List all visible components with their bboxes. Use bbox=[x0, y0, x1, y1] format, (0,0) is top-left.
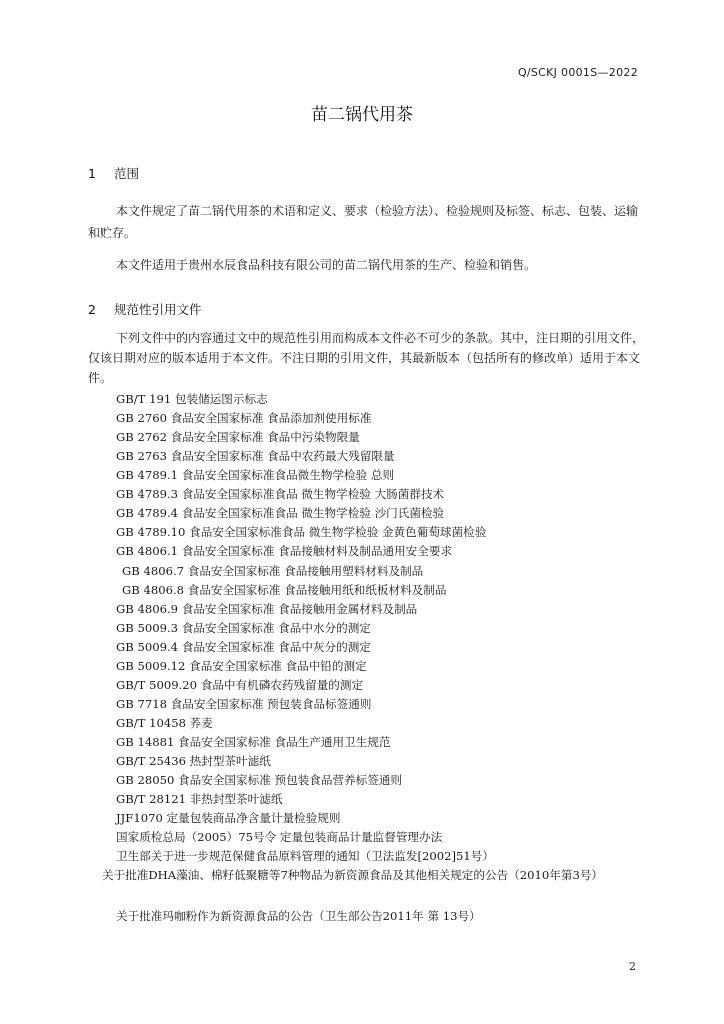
reference-item: GB/T 10458 荞麦 bbox=[116, 716, 213, 730]
reference-item: GB/T 28121 非热封型茶叶滤纸 bbox=[116, 792, 283, 806]
reference-item: 关于批准玛咖粉作为新资源食品的公告（卫生部公告2011年 第 13号） bbox=[116, 909, 481, 923]
section-number: 2 bbox=[88, 302, 96, 317]
section-title: 规范性引用文件 bbox=[114, 302, 202, 317]
reference-item: GB 4806.9 食品安全国家标准 食品接触用金属材料及制品 bbox=[116, 602, 418, 616]
reference-item: GB 2763 食品安全国家标准 食品中农药最大残留限量 bbox=[116, 449, 395, 463]
section-heading-normative-references bbox=[88, 300, 202, 318]
section-number: 1 bbox=[88, 166, 96, 181]
reference-item: GB 14881 食品安全国家标准 食品生产通用卫生规范 bbox=[116, 735, 391, 749]
reference-item: GB 28050 食品安全国家标准 预包装食品营养标签通则 bbox=[116, 773, 403, 787]
reference-item: GB 2762 食品安全国家标准 食品中污染物限量 bbox=[116, 430, 360, 444]
reference-item: GB 4806.8 食品安全国家标准 食品接触用纸和纸板材料及制品 bbox=[122, 583, 447, 597]
reference-item: GB 5009.3 食品安全国家标准 食品中水分的测定 bbox=[116, 621, 371, 635]
document-code: Q/SCKJ 0001S—2022 bbox=[517, 66, 638, 79]
reference-item: GB 4789.10 食品安全国家标准食品 微生物学检验 金黄色葡萄球菌检验 bbox=[116, 525, 487, 539]
scope-paragraph-2: 本文件适用于贵州水辰食品科技有限公司的苗二锅代用茶的生产、检验和销售。 bbox=[116, 258, 537, 272]
reference-item: GB 4789.1 食品安全国家标准食品微生物学检验 总则 bbox=[116, 468, 395, 482]
reference-item: GB 5009.4 食品安全国家标准 食品中灰分的测定 bbox=[116, 640, 371, 654]
reference-item: GB/T 25436 热封型茶叶滤纸 bbox=[116, 754, 271, 768]
reference-item: GB 2760 食品安全国家标准 食品添加剂使用标准 bbox=[116, 411, 372, 425]
reference-item: 国家质检总局（2005）75号令 定量包装商品计量监督管理办法 bbox=[116, 830, 443, 844]
scope-paragraph-1: 本文件规定了苗二锅代用茶的术语和定义、要求（检验方法）、检验规则及标签、标志、包装、运输和贮存。 bbox=[88, 204, 639, 240]
page-number: 2 bbox=[629, 960, 636, 973]
section-heading-scope bbox=[88, 164, 139, 182]
reference-item: GB/T 5009.20 食品中有机磷农药残留量的测定 bbox=[116, 678, 364, 692]
reference-item-wrapped: 关于批准DHA藻油、棉籽低聚糖等7种物品为新资源食品及其他相关规定的公告（2010年第3号） bbox=[102, 868, 604, 882]
reference-item: GB 7718 食品安全国家标准 预包装食品标签通则 bbox=[116, 697, 372, 711]
reference-item: JJF1070 定量包装商品净含量计量检验规则 bbox=[116, 811, 341, 825]
document-title: 苗二锅代用茶 bbox=[311, 105, 413, 125]
reference-item: GB 4789.4 食品安全国家标准食品 微生物学检验 沙门氏菌检验 bbox=[116, 506, 445, 520]
section-title: 范围 bbox=[114, 166, 140, 181]
reference-item: GB 4789.3 食品安全国家标准食品 微生物学检验 大肠菌群技术 bbox=[116, 487, 445, 501]
references-intro-paragraph: 下列文件中的内容通过文中的规范性引用而构成本文件必不可少的条款。其中，注日期的引用文件，仅该日期对应的版本适用于本文件。不注日期的引用文件，其最新版本（包括所有的修改单）适用于本文件。 bbox=[88, 331, 645, 385]
reference-item: GB 4806.7 食品安全国家标准 食品接触用塑料材料及制品 bbox=[122, 564, 424, 578]
reference-item: GB 4806.1 食品安全国家标准 食品接触材料及制品通用安全要求 bbox=[116, 544, 453, 558]
reference-item: 卫生部关于进一步规范保健食品原料管理的通知（卫法监发[2002]51号） bbox=[116, 849, 494, 863]
reference-item: GB 5009.12 食品安全国家标准 食品中铅的测定 bbox=[116, 659, 367, 673]
reference-item: GB/T 191 包装储运图示标志 bbox=[116, 392, 268, 406]
